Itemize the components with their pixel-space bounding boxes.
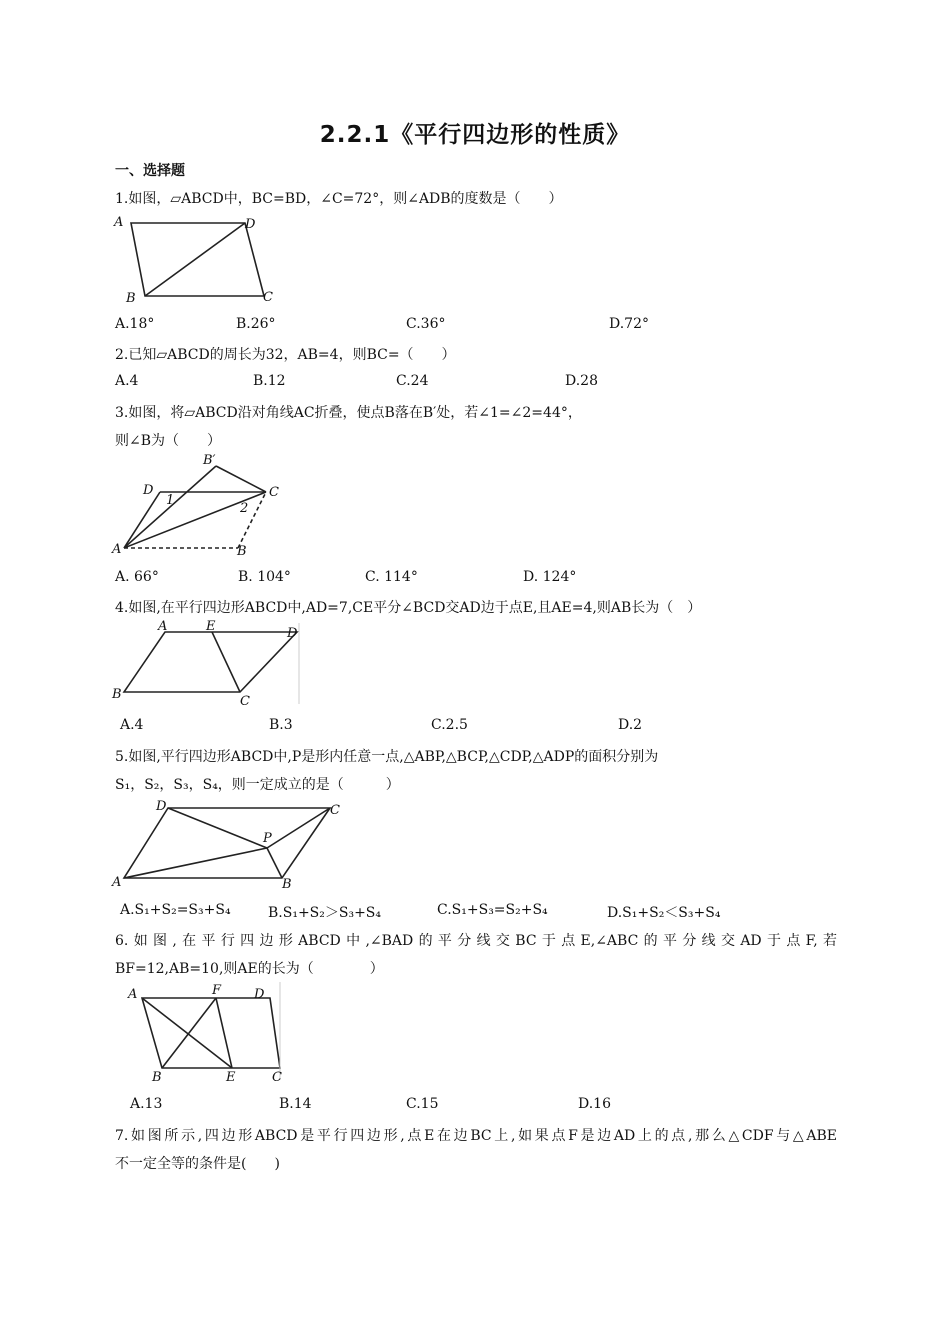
question-5-option-a[interactable]: A.S₁+S₂=S₃+S₄ xyxy=(120,902,231,918)
label-c: C xyxy=(272,1070,282,1085)
parallelogram-abcd xyxy=(124,632,297,692)
label-a: A xyxy=(158,619,168,634)
label-c: C xyxy=(240,694,250,709)
question-3-stem-line-2: 则∠B为（ ） xyxy=(115,433,222,449)
segment-b-prime-c xyxy=(216,466,266,492)
diagonal-bd xyxy=(145,223,245,296)
question-4-figure xyxy=(110,618,305,710)
segment-ce xyxy=(212,632,240,692)
label-a: A xyxy=(114,215,124,230)
segment-pd xyxy=(168,808,267,848)
label-d: D xyxy=(254,987,265,1002)
angle-label-2: 2 xyxy=(240,501,249,516)
question-2-option-c[interactable]: C.24 xyxy=(396,373,429,389)
question-1-option-d[interactable]: D.72° xyxy=(609,316,649,332)
question-1-option-a[interactable]: A.18° xyxy=(115,316,155,332)
label-b: B xyxy=(126,291,136,305)
label-b: B xyxy=(112,687,122,702)
question-4-stem: 4.如图,在平行四边形ABCD中,AD=7,CE平分∠BCD交AD边于点E,且AE=4,则AB长为（ ） xyxy=(115,600,702,616)
question-2-option-a[interactable]: A.4 xyxy=(115,373,139,389)
question-4-option-b[interactable]: B.3 xyxy=(269,717,293,733)
question-2-option-b[interactable]: B.12 xyxy=(253,373,286,389)
label-b: B xyxy=(152,1070,162,1085)
question-3-option-c[interactable]: C. 114° xyxy=(365,569,418,585)
question-1-option-b[interactable]: B.26° xyxy=(236,316,276,332)
segment-bf xyxy=(162,998,216,1068)
question-2-stem: 2.已知▱ABCD的周长为32，AB=4，则BC=（ ） xyxy=(115,347,456,363)
label-a: A xyxy=(128,987,138,1002)
parallelogram-abcd xyxy=(131,223,264,296)
label-p: P xyxy=(263,831,272,846)
question-6-option-b[interactable]: B.14 xyxy=(279,1096,312,1112)
question-1-option-c[interactable]: C.36° xyxy=(406,316,446,332)
question-6-stem-line-1: 6.如图,在平行四边形ABCD中,∠BAD的平分线交BC于点E,∠ABC的平分线交AD于点F,若 xyxy=(115,933,837,949)
label-d: D xyxy=(287,626,298,641)
angle-label-1: 1 xyxy=(166,493,175,508)
label-d: D xyxy=(245,217,256,232)
question-5-option-b[interactable]: B.S₁+S₂＞S₃+S₄ xyxy=(268,905,382,921)
label-b: B xyxy=(282,877,292,892)
parallelogram-abcd xyxy=(142,998,280,1068)
question-3-option-d[interactable]: D. 124° xyxy=(523,569,577,585)
label-c: C xyxy=(330,803,340,818)
question-7-stem-line-2: 不一定全等的条件是( ) xyxy=(115,1156,280,1172)
label-a: A xyxy=(112,542,122,557)
label-d: D xyxy=(156,799,167,814)
question-5-stem-line-2: S₁，S₂，S₃，S₄，则一定成立的是（ ） xyxy=(115,777,400,793)
question-4-option-c[interactable]: C.2.5 xyxy=(431,717,468,733)
question-6-option-c[interactable]: C.15 xyxy=(406,1096,439,1112)
question-5-stem-line-1: 5.如图,平行四边形ABCD中,P是形内任意一点,△ABP,△BCP,△CDP,△ADP的面积分别为 xyxy=(115,749,659,765)
section-heading: 一、选择题 xyxy=(115,163,185,179)
question-7-stem-line-1: 7.如图所示,四边形ABCD是平行四边形,点E在边BC上,如果点F是边AD上的点,那么△CDF与△ABE xyxy=(115,1128,837,1144)
question-4-option-a[interactable]: A.4 xyxy=(120,717,144,733)
label-c: C xyxy=(269,485,279,500)
page-title: 2.2.1《平行四边形的性质》 xyxy=(319,122,631,148)
label-c: C xyxy=(263,290,273,305)
label-f: F xyxy=(212,983,222,998)
question-6-option-a[interactable]: A.13 xyxy=(130,1096,163,1112)
question-6-option-d[interactable]: D.16 xyxy=(578,1096,611,1112)
question-5-option-c[interactable]: C.S₁+S₃=S₂+S₄ xyxy=(437,902,548,918)
question-1-stem: 1.如图，▱ABCD中，BC=BD，∠C=72°，则∠ADB的度数是（ ） xyxy=(115,191,563,207)
question-5-option-d[interactable]: D.S₁+S₂＜S₃+S₄ xyxy=(607,905,721,921)
question-6-figure xyxy=(122,980,292,1088)
question-3-figure xyxy=(110,452,290,562)
label-e: E xyxy=(206,619,216,634)
label-d: D xyxy=(143,483,154,498)
question-5-figure xyxy=(110,796,350,892)
question-1-figure xyxy=(112,210,282,305)
question-4-option-d[interactable]: D.2 xyxy=(618,717,643,733)
label-e: E xyxy=(226,1070,236,1085)
label-b-prime: B′ xyxy=(203,453,216,468)
question-6-stem-line-2: BF=12,AB=10,则AE的长为（ ） xyxy=(115,961,384,977)
label-a: A xyxy=(112,875,122,890)
label-b: B xyxy=(237,544,247,559)
segment-pb xyxy=(267,848,282,878)
question-3-stem-line-1: 3.如图，将▱ABCD沿对角线AC折叠，使点B落在B′处，若∠1=∠2=44°， xyxy=(115,405,582,421)
segment-pc xyxy=(267,808,330,848)
question-3-option-b[interactable]: B. 104° xyxy=(238,569,291,585)
question-2-option-d[interactable]: D.28 xyxy=(565,373,598,389)
question-3-option-a[interactable]: A. 66° xyxy=(115,569,159,585)
segment-pa xyxy=(124,848,267,878)
parallelogram-abcd xyxy=(124,808,330,878)
